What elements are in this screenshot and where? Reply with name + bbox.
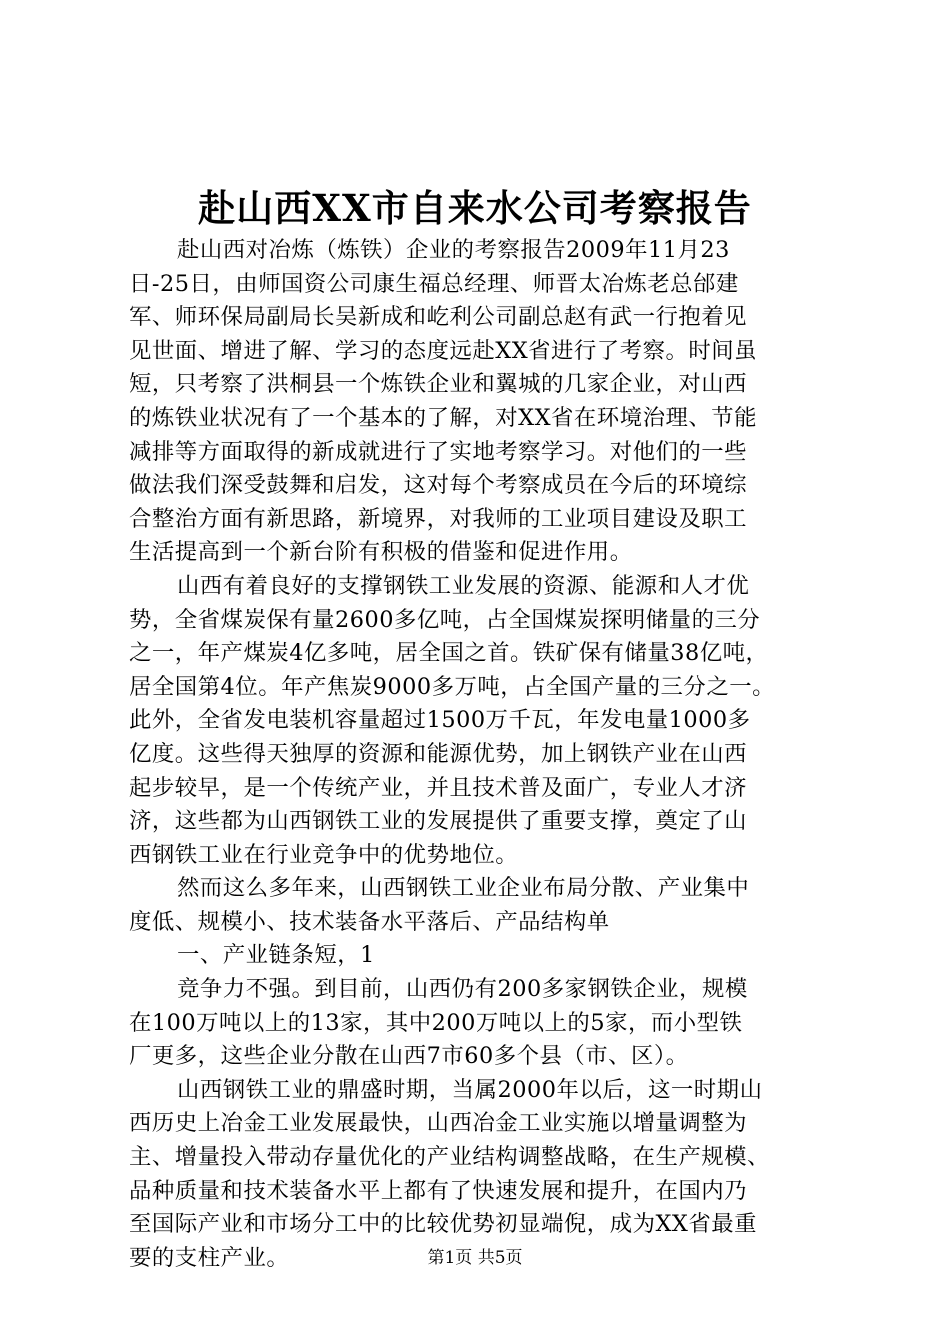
text-line: 见世面、增进了解、学习的态度远赴XX省进行了考察。时间虽 [129, 337, 758, 364]
text-line: 竞争力不强。到目前，山西仍有200多家钢铁企业，规模 [177, 976, 748, 1003]
text-line: 军、师环保局副局长吴新成和屹利公司副总赵有武一行抱着见 [129, 304, 748, 331]
text-line: 赴山西对冶炼（炼铁）企业的考察报告2009年11月23 [177, 237, 730, 263]
text-line: 居全国第4位。年产焦炭9000多万吨，占全国产量的三分之一。 [129, 673, 775, 700]
text-line: 西历史上冶金工业发展最快，山西冶金工业实施以增量调整为 [129, 1110, 748, 1137]
text-line: 济，这些都为山西钢铁工业的发展提供了重要支撑，奠定了山 [129, 808, 748, 835]
text-line: 势，全省煤炭保有量2600多亿吨，占全国煤炭探明储量的三分 [129, 606, 761, 633]
text-line: 做法我们深受鼓舞和启发，这对每个考察成员在今后的环境综 [129, 472, 748, 499]
text-line: 品种质量和技术装备水平上都有了快速发展和提升，在国内乃 [129, 1177, 748, 1204]
text-line: 山西有着良好的支撑钢铁工业发展的资源、能源和人才优 [177, 572, 750, 599]
text-line: 合整治方面有新思路，新境界，对我师的工业项目建设及职工 [129, 505, 748, 532]
text-line: 要的支柱产业。 [129, 1244, 290, 1271]
text-line: 起步较早，是一个传统产业，并且技术普及面广，专业人才济 [129, 774, 748, 801]
text-line: 减排等方面取得的新成就进行了实地考察学习。对他们的一些 [129, 438, 748, 465]
text-line: 主、增量投入带动存量优化的产业结构调整战略，在生产规模、 [129, 1144, 770, 1171]
text-line: 生活提高到一个新台阶有积极的借鉴和促进作用。 [129, 539, 633, 566]
text-line: 厂更多，这些企业分散在山西7市60多个县（市、区）。 [129, 1043, 689, 1070]
text-line: 日-25日，由师国资公司康生福总经理、师晋太冶炼老总邰建 [129, 270, 739, 297]
text-line: 之一，年产煤炭4亿多吨，居全国之首。铁矿保有储量38亿吨， [129, 640, 769, 667]
text-line: 山西钢铁工业的鼎盛时期，当属2000年以后，这一时期山 [177, 1076, 763, 1103]
document-body [129, 234, 847, 1275]
text-line: 短，只考察了洪桐县一个炼铁企业和翼城的几家企业，对山西 [129, 371, 748, 398]
text-line: 至国际产业和市场分工中的比较优势初显端倪，成为XX省最重 [129, 1211, 758, 1238]
text-line: 一、产业链条短，1 [177, 942, 375, 969]
document-title: 赴山西XX市自来水公司考察报告 [198, 186, 752, 230]
page-number-footer: 第1页 共5页 [427, 1248, 523, 1268]
text-line: 亿度。这些得天独厚的资源和能源优势，加上钢铁产业在山西 [129, 740, 748, 767]
text-line: 然而这么多年来，山西钢铁工业企业布局分散、产业集中 [177, 875, 750, 902]
text-line: 此外，全省发电装机容量超过1500万千瓦，年发电量1000多 [129, 707, 751, 734]
text-line: 的炼铁业状况有了一个基本的了解，对XX省在环境治理、节能 [129, 404, 758, 431]
text-line: 度低、规模小、技术装备水平落后、产品结构单 [129, 908, 610, 935]
text-line: 在100万吨以上的13家，其中200万吨以上的5家，而小型铁 [129, 1009, 743, 1036]
text-line: 西钢铁工业在行业竞争中的优势地位。 [129, 841, 519, 868]
